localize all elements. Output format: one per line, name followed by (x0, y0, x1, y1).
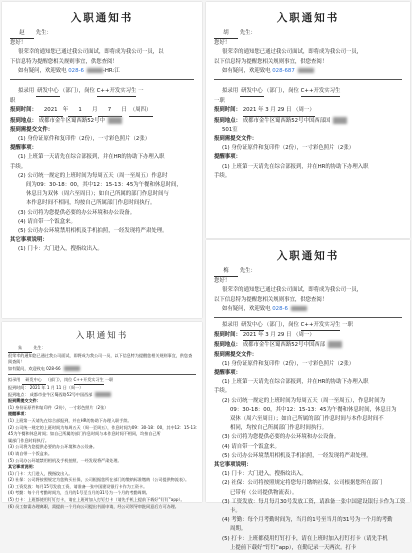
notice-item: (2) 公司统一规定的上班时间为每周五天（周一至周五）作息时 (18, 172, 168, 179)
other-item: (1) 门卡：大门进入，搜指纹出入。 (18, 246, 103, 253)
doc-title: 入职通知书 (75, 331, 129, 341)
docs-item: (1) 身份证原件和复印件（2份），一寸彩色照片（2张） (18, 136, 151, 143)
intro-line: 很荣幸的通知您已通过我公司面试，即将成为我公司一员， (222, 287, 363, 294)
position-line: 拟录用 研发中心 （部门），岗位 C++开发实习生 一职 (2, 377, 202, 385)
other-label: 其它事项说明： (214, 462, 252, 469)
notice-item: (5) 公司办公环境禁用相机及手机拍照，一经发现将严肃处理。 (8, 457, 122, 463)
notice-item: (1) 上班第一天请先在综合部报到，并在HR的协助下办理入职手续。 (8, 417, 132, 423)
notice-label: 提醒事项： (10, 145, 37, 152)
notice-item-cont: 属部门作息时间执行。 (8, 437, 49, 443)
notice-item: (5) 公司办公环境禁用相机及手机拍照，一经发现将严肃处理。 (222, 452, 372, 459)
notice-item: (4) 请自带一个饭盒来。 (222, 443, 280, 450)
docs-label: 报到需提交文件： (10, 126, 54, 133)
divider (214, 79, 402, 80)
report-time: 报到时间： 2021 年 3 月 29 日 （周一） (206, 106, 410, 116)
other-item: (5) 打卡：上班都使用钉钉打卡，请在上班时加入打钉打卡（请先手机 (222, 535, 388, 542)
report-place: 报到地点： 成都市金牛区蜀西路52号中国西部 (2, 392, 202, 399)
notice-item-cont: 间为09：30-18：00，其中12：15-13：45为午餐和休息时间， (26, 182, 182, 189)
notice-item: (3) 公司将为您提供必要的办公环境和办公设备。 (8, 444, 97, 450)
report-time: 报到时间： 2021 年 1 月 7 日 （周四） (2, 106, 202, 116)
notice-item-cont: 本作息时间不相同，均按自己所属部门作息时间执行。 (26, 200, 156, 207)
notice-item-cont: 手续。 (214, 388, 231, 395)
docs-label: 报到需提交文件： (214, 136, 258, 143)
notice-label: 提醒事项： (8, 411, 29, 417)
report-place: 报到地点： 成都市金牛区蜀西路52号中国西部 (206, 341, 410, 350)
docs-item: (1) 身份证原件和复印件（2份），一寸彩色照片（2张） (8, 404, 109, 410)
intro-line: 很荣幸的通知您已通过我公司面试，即将成为我公司一员， (222, 49, 363, 56)
docs-item: (1) 身份证原件和复印件（2份），一寸彩色照片（2张） (222, 360, 355, 367)
doc-title: 入职通知书 (276, 12, 340, 24)
doc-title: 入职通知书 (70, 12, 134, 24)
offer-letter-hu (206, 2, 410, 238)
notice-item-cont: 45为午餐和休息时间；如自己所属的部门作息时间与本作息时间不相同，均按自己所 (8, 431, 161, 437)
divider (8, 374, 196, 375)
other-label: 其它事项说明： (8, 464, 37, 470)
notice-label: 提醒事项： (214, 370, 241, 377)
intro-line: 阅查阅！ (8, 359, 25, 365)
notice-item: (1) 上班第一天请先在综合部报到，并在HR的协助下办理入职 (18, 154, 165, 161)
offer-letter-zhao (2, 2, 202, 318)
contact-line: 如有疑问，欢迎致电 028-6 -HR:江 (18, 67, 120, 74)
other-item-cont: 周期。 (230, 526, 247, 533)
notice-item-cont: 双休（周六至周日）；如自己所属的部门作息时间与本作息时间不 (230, 416, 384, 423)
docs-label: 报到需提交文件： (214, 351, 258, 358)
notice-item: (2) 公司统一规定的上班时间为每周五天（周一至周五），作息时间为 (222, 397, 385, 404)
notice-item-cont: 09：30-18：00，其中12：15-13：45为午餐和休息时间，休息日为 (230, 406, 397, 413)
intro-line: 以下信息特为提醒您相关规则事宜，供您查阅！ (214, 296, 328, 303)
position-line: 拟录用 研发中心（部门），岗位 C++开发实习生 一 (2, 87, 202, 97)
notice-item: (1) 上班第一天请先在综合部报到，并在HR的协助下办理入职 (222, 379, 369, 386)
other-item: (1) 门卡：大门进入，搜指纹出入。 (8, 470, 73, 476)
offer-letter-mei (206, 240, 410, 551)
offer-letter-zhu (2, 322, 202, 509)
other-item-cont: 上提前下载好“钉钉”app），在勤记录一天两次。打卡 (230, 544, 357, 551)
report-place-cont: 501室 (222, 126, 238, 133)
position-line: 拟录用 研发中心（部门），岗位 C++开发实习生 (206, 87, 410, 97)
doc-title: 入职通知书 (276, 250, 340, 262)
position-line-end: 一职 (214, 98, 225, 105)
other-item-cont: 卡。 (230, 508, 241, 515)
notice-item: (3) 公司将为您提供必要的办公环境和办公设备。 (222, 434, 340, 441)
other-item: (5) 打卡：上班都使用钉钉打卡，请在上班时加入打钉打卡（请先手机上提前下载好“钉钉”app）。 (8, 497, 185, 503)
other-item: (4) 考勤：每个月考勤时间为，当月的1号至当月的31号为一个月的考勤 (222, 517, 393, 524)
notice-item: (1) 上班第一天请先在综合部报到，并在HR的协助下办理入职 (222, 163, 369, 170)
notice-item-cont: 手续。 (214, 172, 231, 179)
other-label: 其它事项说明： (10, 237, 48, 244)
position-line-end: 职 (10, 98, 16, 105)
other-item: (2) 社保：公司将按照规定将您每月缴纳社保，公司根据您所在部门 (222, 480, 383, 487)
contact-line: 如有疑问，欢迎致电 028-687 (206, 67, 410, 76)
notice-item: (3) 公司将为您提供必要的办公环境和办公设备。 (18, 209, 136, 216)
report-place: 报到地点： 成都市金牛区蜀西路52号中国西部国 (206, 117, 410, 126)
intro-line: 很荣幸的通知您已通过我公司面试，即将成为我公司一员，以下信息特为提醒您相关规则事宜，供您查 (8, 352, 193, 358)
salutation: 赵 先生： (2, 29, 202, 39)
salutation: 梅 先生： (206, 267, 410, 277)
docs-item: (1) 身份证原件和复印件（2份），一寸彩色照片（2张） (222, 145, 355, 152)
position-line: 拟录用 研发中心（部门），岗位 C++开发实习生 一职 (206, 321, 410, 331)
report-time: 报到时间： 2021 年 1 月 11 日（周一） (8, 384, 84, 390)
notice-item: (2) 公司统一规定的上班时间为每周五天（周一至周五），作息时间为09：30-18：00，其中12：15-13： (8, 424, 200, 430)
docs-label: 报到需提交文件： (8, 398, 41, 404)
contact-line: 如有疑问，欢迎致电 028-6 (206, 305, 410, 314)
notice-label: 提醒事项： (214, 154, 241, 161)
greeting: 您好！ (214, 278, 231, 285)
notice-item: (5) 公司办公环境禁用相机及手机拍照，一经发现将严肃处理。 (18, 228, 168, 235)
other-item-cont: 已带有（公司提供物流表）。 (230, 489, 298, 496)
other-item: (6) 员工如需办理离职，需提前一个月向公司提出书面申请，经公司领导审批同意后方可办理。 (8, 503, 179, 509)
greeting: 您好！ (10, 40, 27, 47)
salutation: 朱 先生： (2, 345, 202, 353)
notice-item-cont: 手续。 (10, 163, 27, 170)
other-item: (1) 门卡：大门进入，搜指纹出入。 (222, 471, 307, 478)
other-item: (3) 工资发放：每月每月30号发放工资，请准备一张中国建设银行卡作为工资 (222, 498, 406, 505)
other-item: (4) 考勤：每个月考勤时间为，当月的1号至当月的31号为一个月的考勤周期。 (8, 490, 150, 496)
notice-item: (4) 请自带一个饭盒来。 (8, 450, 52, 456)
notice-item-cont: 休息日为双休（周六至周日）；如自己所属的部门作息时间与 (26, 191, 169, 198)
other-item: (2) 社保：公司将按照规定为您购买社保，公司根据您所在部门的缴纳标准缴纳（公司提供物流表）。 (8, 477, 190, 483)
intro-line: 以下信息特为提醒您相关规则事宜，供您查阅！ (214, 58, 328, 65)
divider (10, 79, 194, 80)
intro-line: 下信息特为提醒您相关规则事宜，供您查阅！ (10, 58, 118, 65)
greeting: 您好！ (214, 40, 231, 47)
divider (214, 317, 402, 318)
contact-line: 如有疑问，欢迎致电 028-66 (2, 366, 202, 373)
report-time: 报到时间： 2021 年 3 月 29 日 （周一） (206, 331, 410, 341)
notice-item: (4) 请自带一个饭盒来。 (18, 218, 76, 225)
other-item: (3) 工资发放：每月15号发放工资，请准备一张中国建设银行卡作为工资卡。 (8, 483, 148, 489)
salutation: 胡 先生： (206, 29, 410, 39)
notice-item-cont: 相同，均按自己所属部门作息时间执行。 (230, 425, 328, 432)
report-place: 报到地点： 成都市金牛区蜀西路52号中 (2, 117, 202, 126)
intro-line: 很荣幸的通知您已通过我公司面试，即将成为我公司一员，以 (18, 49, 164, 56)
